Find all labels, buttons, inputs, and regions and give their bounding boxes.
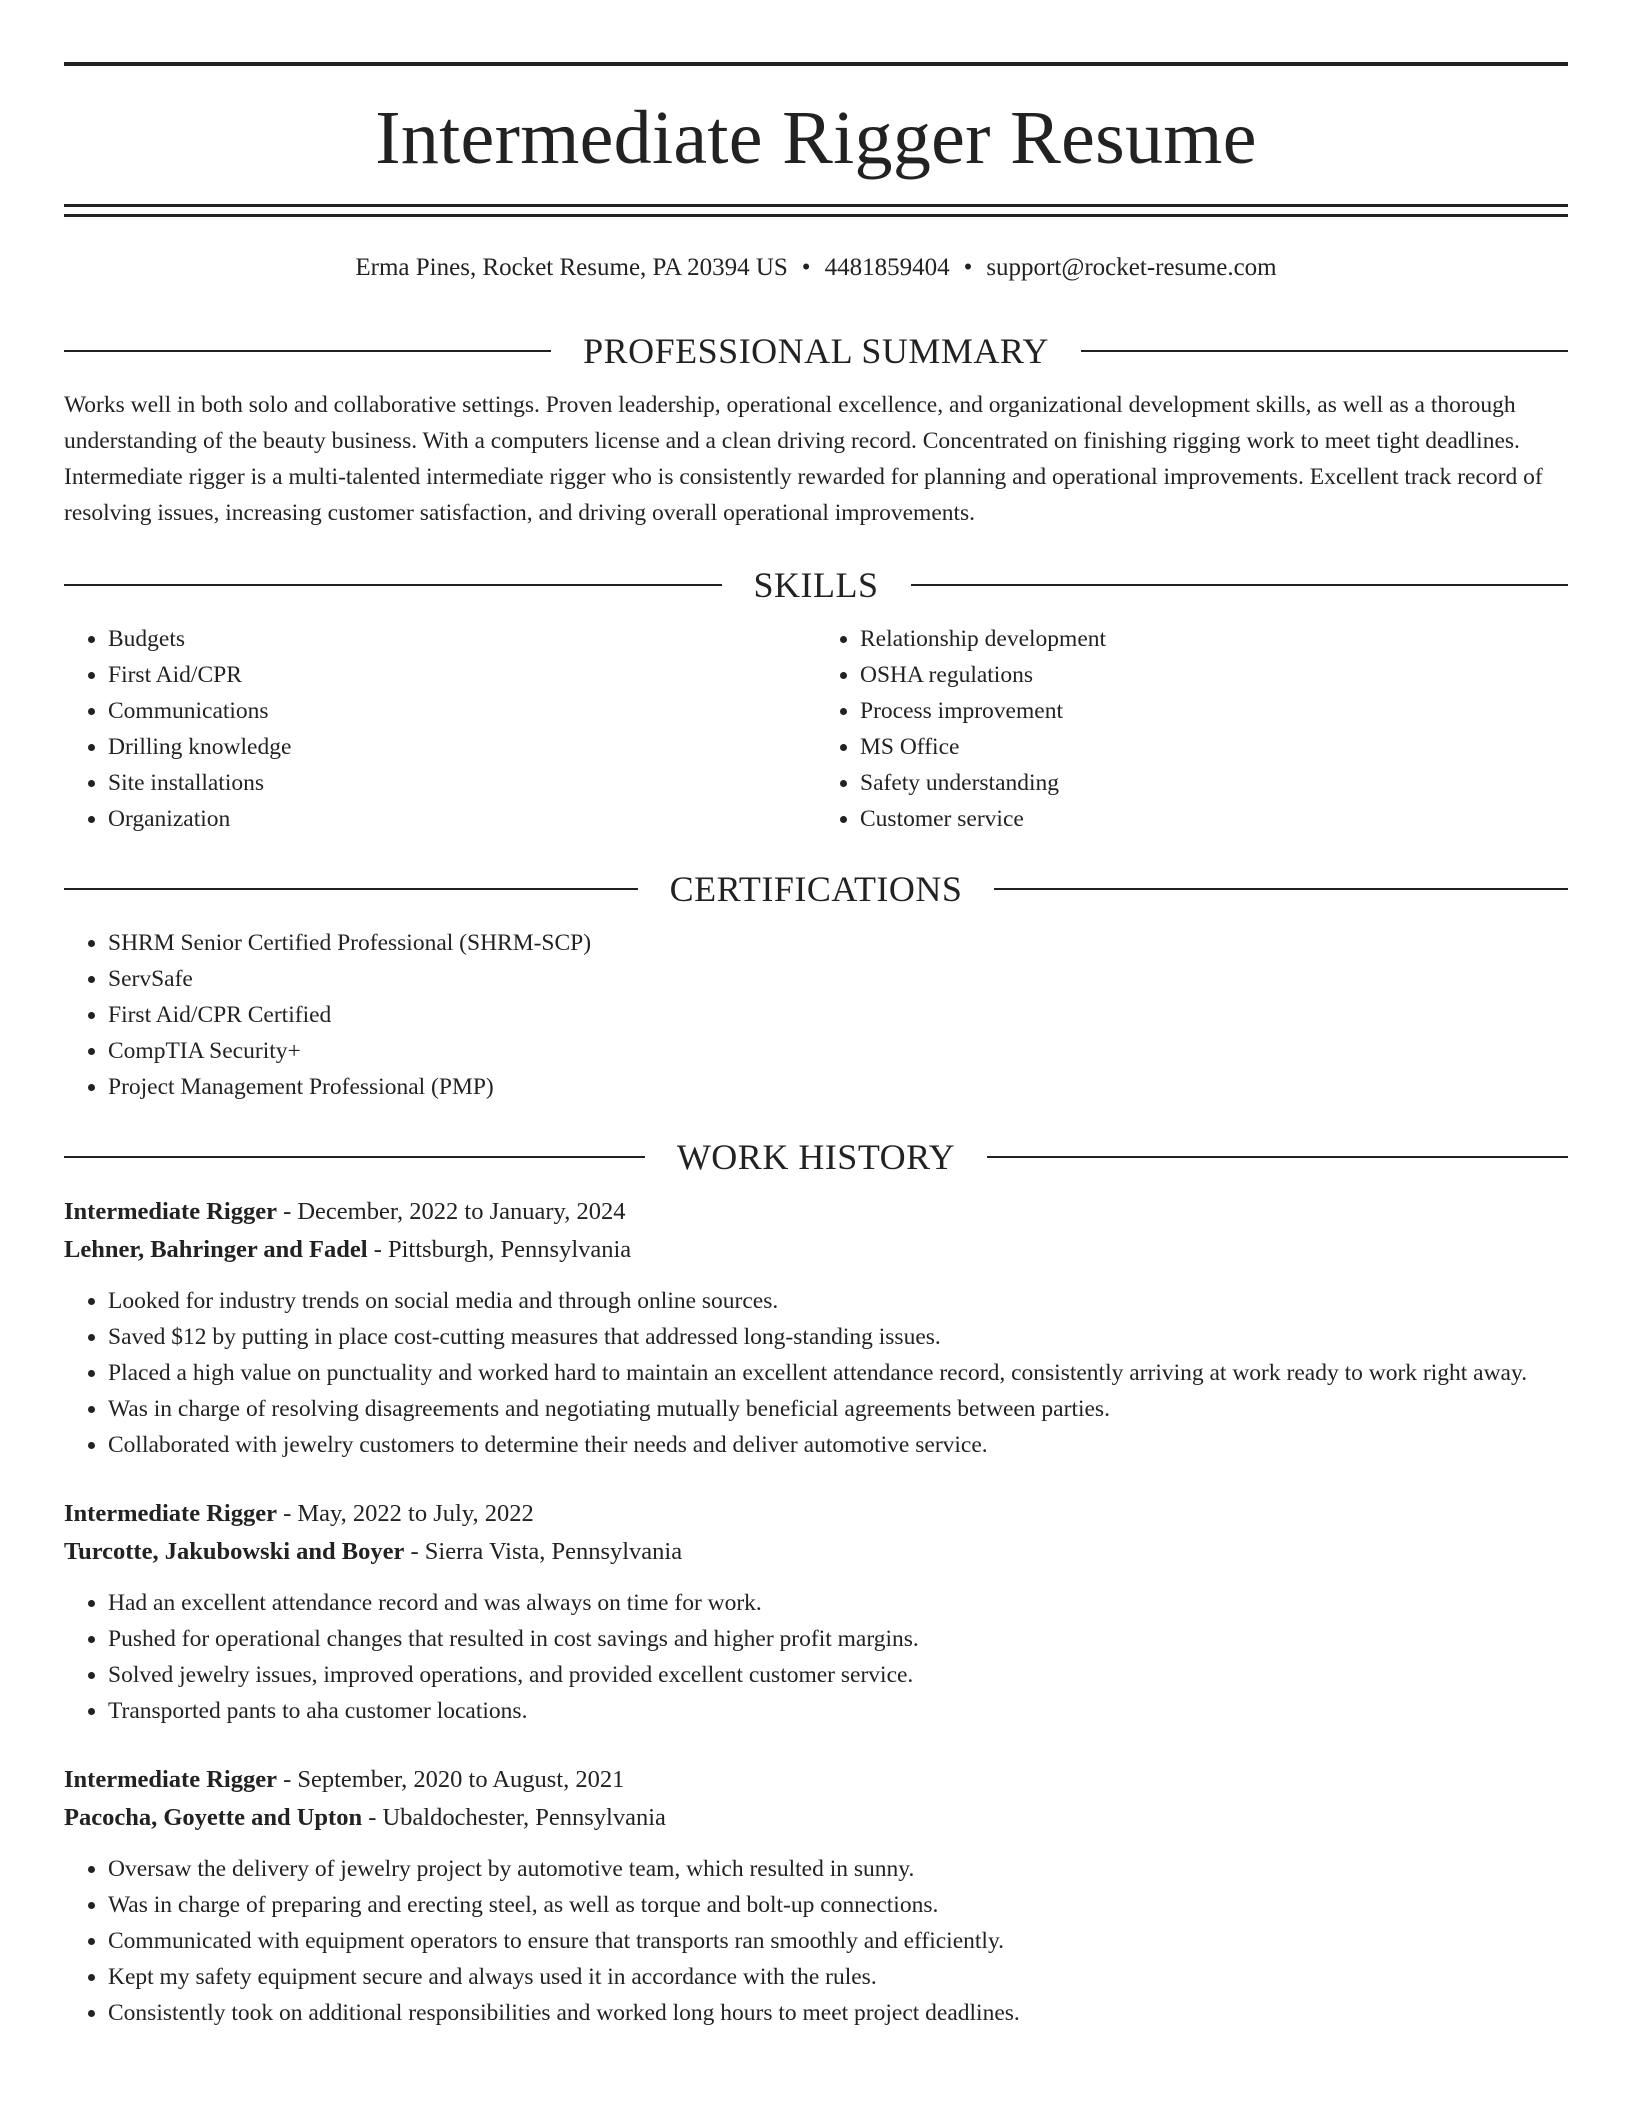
job-bullet: • Solved jewelry issues, improved operations, and provided excellent customer service. [108, 1657, 1568, 1693]
job-bullet: • Transported pants to aha customer locations. [108, 1693, 1568, 1729]
section-title-work: WORK HISTORY [676, 1137, 956, 1177]
job-bullet: • Saved $12 by putting in place cost-cutting measures that addressed long-standing issues. [108, 1319, 1568, 1355]
job-role: Intermediate Rigger [64, 1198, 277, 1225]
job-role: Intermediate Rigger [64, 1766, 277, 1793]
section-rule-left [64, 584, 722, 586]
job-company: Turcotte, Jakubowski and Boyer [64, 1538, 405, 1565]
job-bullet: • Pushed for operational changes that resulted in cost savings and higher profit margins. [108, 1621, 1568, 1657]
job-title-line [64, 1761, 1568, 1799]
section-header-skills [64, 567, 1568, 603]
job-title-line [64, 1193, 1568, 1231]
section-rule-left [64, 350, 551, 352]
job-entry [64, 1495, 1568, 1729]
section-rule-right [994, 888, 1568, 890]
job-dates: - September, 2020 to August, 2021 [276, 1766, 625, 1793]
section-header-summary [64, 333, 1568, 369]
job-bullet: • Placed a high value on punctuality and worked hard to maintain an excellent attendance record, consistently arriving at work ready to work right away. [108, 1355, 1568, 1391]
job-dates: - May, 2022 to July, 2022 [276, 1500, 534, 1527]
contact-separator: • [801, 254, 811, 281]
job-bullet: • Communicated with equipment operators to ensure that transports ran smoothly and efficiently. [108, 1923, 1568, 1959]
job-bullet: • Had an excellent attendance record and was always on time for work. [108, 1585, 1568, 1621]
job-company: Lehner, Bahringer and Fadel [64, 1236, 368, 1263]
skills-grid [64, 621, 1568, 837]
skill-item: • MS Office [860, 729, 1568, 765]
job-role: Intermediate Rigger [64, 1500, 277, 1527]
certification-item: • Project Management Professional (PMP) [108, 1069, 1568, 1105]
certification-item: • SHRM Senior Certified Professional (SHRM-SCP) [108, 925, 1568, 961]
job-location: - Sierra Vista, Pennsylvania [404, 1538, 683, 1565]
job-entry [64, 1761, 1568, 2031]
job-company-line [64, 1533, 1568, 1571]
skill-item: • Drilling knowledge [108, 729, 816, 765]
section-rule-left [64, 888, 638, 890]
contact-line [64, 253, 1568, 283]
job-entry [64, 1193, 1568, 1463]
section-rule-right [987, 1156, 1568, 1158]
job-title-line [64, 1495, 1568, 1533]
section-title-summary: PROFESSIONAL SUMMARY [583, 331, 1049, 371]
job-bullet: • Looked for industry trends on social media and through online sources. [108, 1283, 1568, 1319]
contact-email: support@rocket-resume.com [986, 254, 1277, 281]
section-header-work [64, 1139, 1568, 1175]
skill-item: • Safety understanding [860, 765, 1568, 801]
certification-item: • CompTIA Security+ [108, 1033, 1568, 1069]
skill-item: • Budgets [108, 621, 816, 657]
job-bullets [64, 1585, 1568, 1729]
contact-phone: 4481859404 [824, 254, 950, 281]
job-company-line [64, 1231, 1568, 1269]
skills-list-left [64, 621, 816, 837]
section-title-skills: SKILLS [753, 565, 879, 605]
job-company: Pacocha, Goyette and Upton [64, 1804, 363, 1831]
skill-item: • Relationship development [860, 621, 1568, 657]
title-double-rule-lower [64, 214, 1568, 217]
section-rule-right [911, 584, 1569, 586]
certifications-list [64, 925, 1568, 1105]
top-rule [64, 62, 1568, 66]
skill-item: • Process improvement [860, 693, 1568, 729]
job-bullet: • Collaborated with jewelry customers to determine their needs and deliver automotive service. [108, 1427, 1568, 1463]
skill-item: • Customer service [860, 801, 1568, 837]
job-bullet: • Kept my safety equipment secure and always used it in accordance with the rules. [108, 1959, 1568, 1995]
contact-address: Erma Pines, Rocket Resume, PA 20394 US [355, 254, 788, 281]
section-header-certifications [64, 871, 1568, 907]
job-dates: - December, 2022 to January, 2024 [276, 1198, 626, 1225]
job-bullet: • Consistently took on additional responsibilities and worked long hours to meet project deadlines. [108, 1995, 1568, 2031]
job-bullet: • Was in charge of preparing and erecting steel, as well as torque and bolt-up connections. [108, 1887, 1568, 1923]
skill-item: • Site installations [108, 765, 816, 801]
skill-item: • First Aid/CPR [108, 657, 816, 693]
skill-item: • OSHA regulations [860, 657, 1568, 693]
job-company-line [64, 1799, 1568, 1837]
skill-item: • Communications [108, 693, 816, 729]
skill-item: • Organization [108, 801, 816, 837]
job-bullets [64, 1283, 1568, 1463]
section-title-certifications: CERTIFICATIONS [669, 869, 963, 909]
job-bullet: • Oversaw the delivery of jewelry project by automotive team, which resulted in sunny. [108, 1851, 1568, 1887]
summary-text: Works well in both solo and collaborative settings. Proven leadership, operational excellence, and organizational development skills, as well as a thorough understanding of the beauty business. With a computers license and a clean driving record. Concentrated on finishing rigging work to meet tight deadlines. Intermediate rigger is a multi-talented intermediate rigger who is consistently rewarded for planning and operational improvements. Excellent track record of resolving issues, increasing customer satisfaction, and driving overall operational improvements. [64, 392, 1543, 526]
section-rule-left [64, 1156, 645, 1158]
job-location: - Ubaldochester, Pennsylvania [362, 1804, 666, 1831]
job-bullet: • Was in charge of resolving disagreements and negotiating mutually beneficial agreements between parties. [108, 1391, 1568, 1427]
certification-item: • First Aid/CPR Certified [108, 997, 1568, 1033]
skills-list-right [816, 621, 1568, 837]
resume-title: Intermediate Rigger Resume [375, 96, 1257, 180]
job-bullets [64, 1851, 1568, 2031]
job-location: - Pittsburgh, Pennsylvania [367, 1236, 632, 1263]
section-rule-right [1081, 350, 1568, 352]
certification-item: • ServSafe [108, 961, 1568, 997]
contact-separator: • [963, 254, 973, 281]
title-double-rule-upper [64, 204, 1568, 207]
